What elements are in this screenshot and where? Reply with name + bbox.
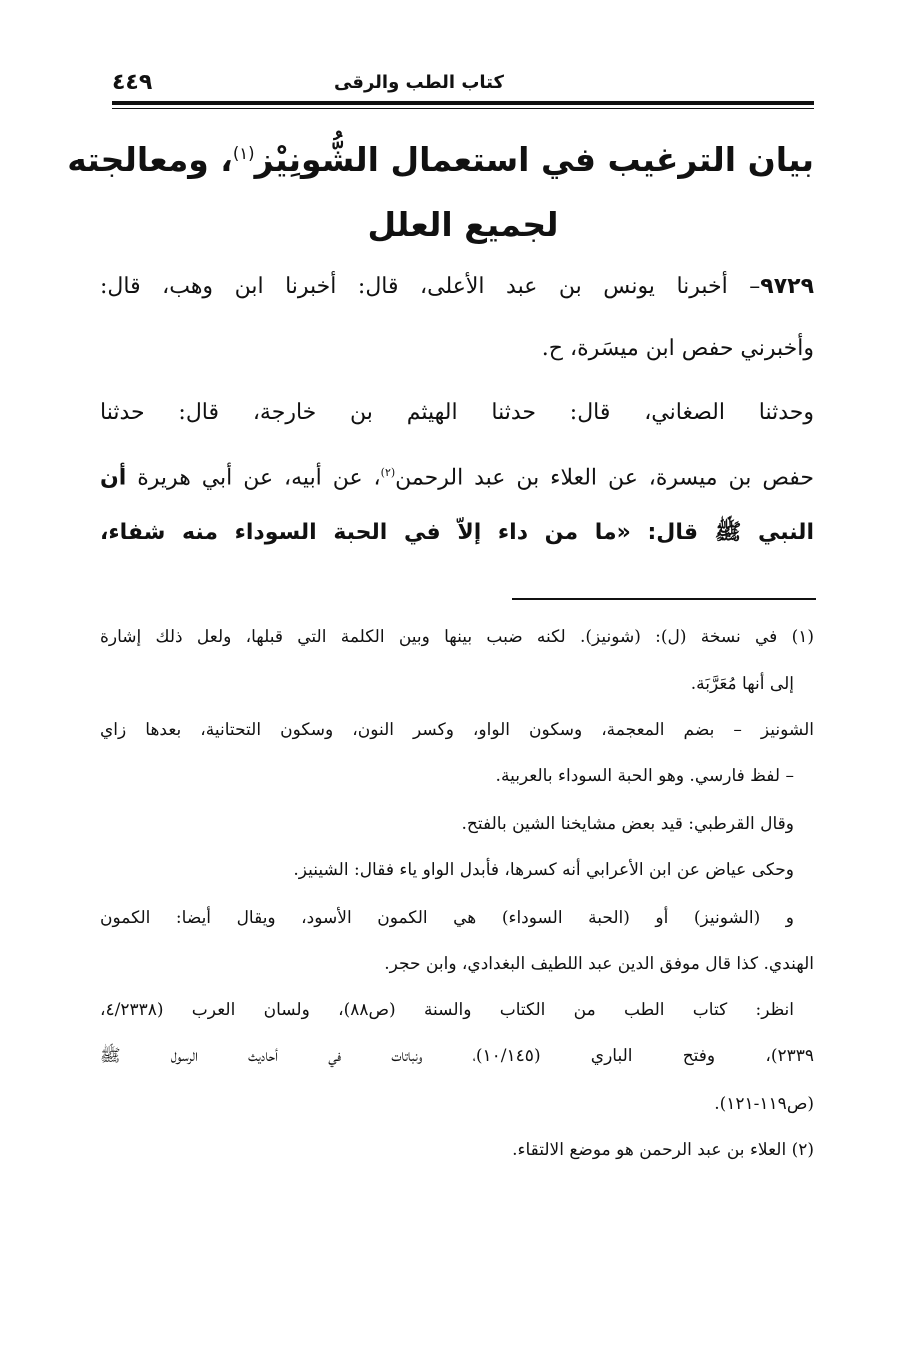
footnote-1-line-3: الشونيز – بضم المعجمة، وسكون الواو، وكسر النون، وسكون التحتانية، بعدها زاي xyxy=(100,720,814,740)
footnote-1-line-5: وقال القرطبي: قيد بعض مشايخنا الشين بالفتح. xyxy=(461,814,794,834)
running-header xyxy=(112,70,814,100)
footnote-2-line-1: (٢) العلاء بن عبد الرحمن هو موضع الالتقاء. xyxy=(512,1140,814,1160)
footnote-1-line-6: وحكى عياض عن ابن الأعرابي أنه كسرها، فأبدل الواو ياء فقال: الشينيز. xyxy=(293,860,794,880)
body-line-2: وأخبرني حفص ابن ميسَرة، ح. xyxy=(541,336,814,361)
body-text: – أخبرنا يونس بن عبد الأعلى، قال: أخبرنا ابن وهب، قال: xyxy=(100,274,761,299)
hadith-number: ٩٧٢٩ xyxy=(760,274,814,299)
page-number: ٤٤٩ xyxy=(112,70,153,95)
footnote-1-line-7: و (الشونيز) أو (الحبة السوداء) هي الكمون الأسود، ويقال أيضا: الكمون xyxy=(100,908,794,928)
body-line-5 xyxy=(100,518,814,548)
header-rule-thin xyxy=(112,108,814,109)
footnote-1-line-9: انظر: كتاب الطب من الكتاب والسنة (ص٨٨)، ولسان العرب (٤/٢٣٣٨، xyxy=(100,1000,794,1020)
body-text: ، عن أبيه، عن أبي هريرة xyxy=(137,465,381,491)
body-text: حفص بن ميسرة، عن العلاء بن عبد الرحمن xyxy=(395,465,815,491)
footnote-separator xyxy=(512,598,816,600)
footnote-1-line-11: (ص١١٩-١٢١). xyxy=(714,1094,814,1114)
body-line-4 xyxy=(100,458,814,493)
body-line-1 xyxy=(100,272,814,302)
body-line-3: وحدثنا الصغاني، قال: حدثنا الهيثم بن خارجة، قال: حدثنا xyxy=(100,400,814,425)
footnote-1-line-8: الهندي. كذا قال موفق الدين عبد اللطيف البغدادي، وابن حجر. xyxy=(384,954,814,974)
chapter-heading-line2: لجميع العلل xyxy=(367,205,559,244)
header-rule-thick xyxy=(112,101,814,105)
footnote-1-line-2: إلى أنها مُعَرَّبَة. xyxy=(690,674,794,694)
footnote-1-line-10: ٢٣٣٩)، وفتح الباري (١٠/١٤٥)، ونباتات في أحاديث الرسول ﷺ xyxy=(100,1046,814,1066)
bold-text: أن xyxy=(100,465,127,491)
heading-text-b: ، ومعالجته xyxy=(67,140,233,179)
chapter-heading-line1 xyxy=(67,140,814,179)
running-title: كتاب الطب والرقى xyxy=(333,72,504,93)
footnote-1-line-4: – لفظ فارسي. وهو الحبة السوداء بالعربية. xyxy=(495,766,794,786)
heading-text-a: بيان الترغيب في استعمال الشُّونِيْز xyxy=(254,140,814,179)
footnote-ref-1[interactable]: (١) xyxy=(232,144,255,163)
footnote-1-line-1: (١) في نسخة (ل): (شونيز). لكنه ضبب بينها وبين الكلمة التي قبلها، ولعل ذلك إشارة xyxy=(100,627,814,647)
bold-text: النبي ﷺ قال: «ما من داء إلاّ في الحبة السوداء منه شفاء، xyxy=(100,520,814,545)
footnote-ref-2[interactable]: (٢) xyxy=(380,466,396,479)
